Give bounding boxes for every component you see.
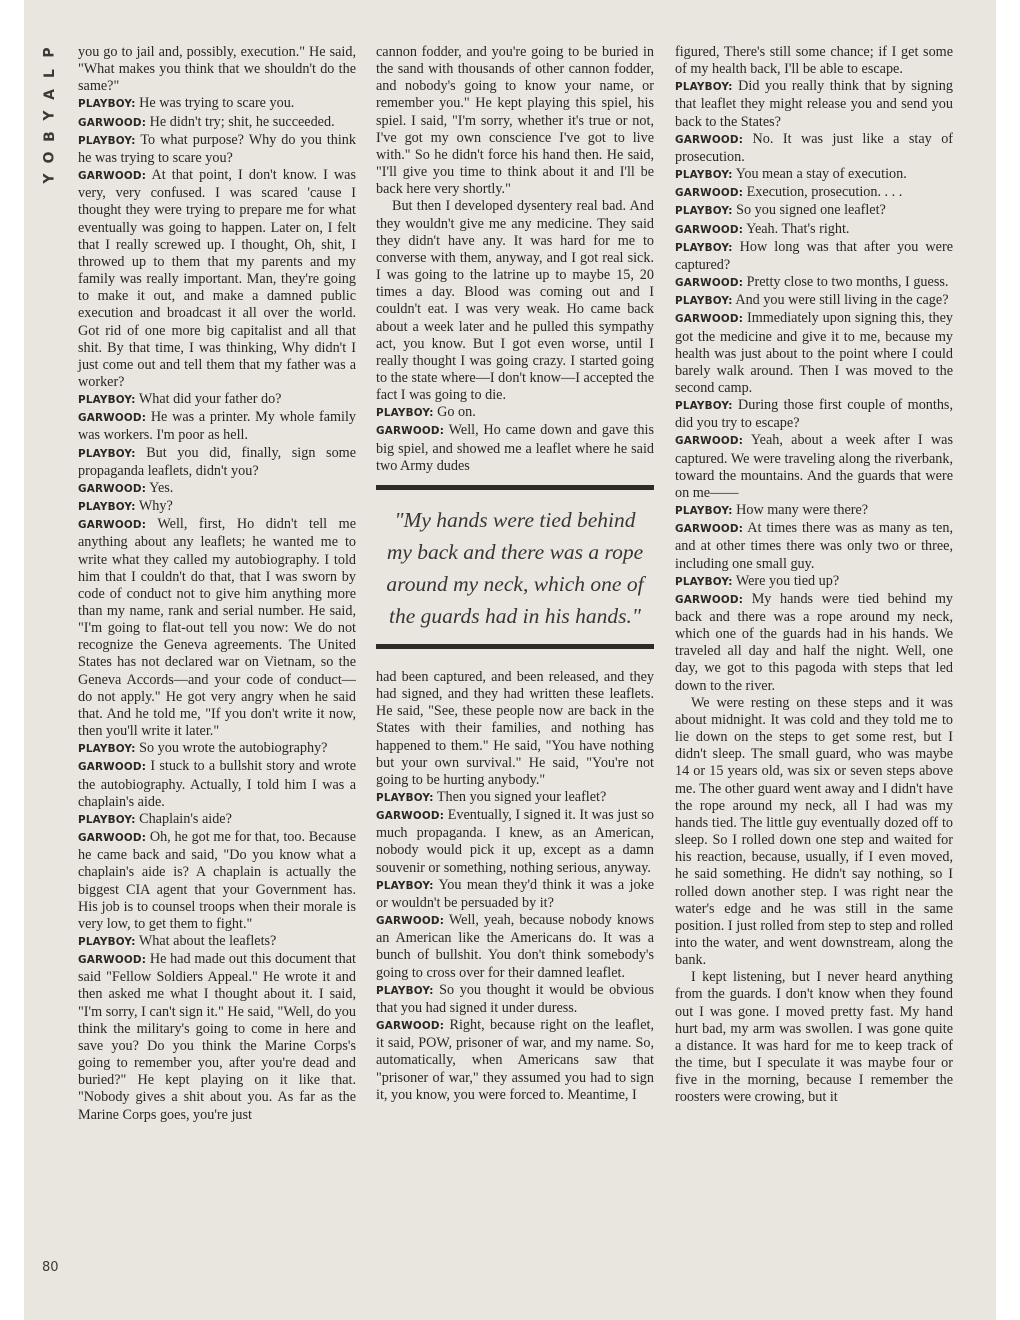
paragraph xyxy=(78,811,356,829)
paragraph-text: You mean a stay of execution. xyxy=(735,166,907,183)
paragraph-text: My hands were tied behind my back and there was a rope around my neck, which one of the guards had in his hands. We traveled all day and half the night. Well, one day, we got to this pagoda with steps that led down to the river. xyxy=(675,590,954,694)
speaker-label: PLAYBOY: xyxy=(675,505,733,518)
paragraph-text: figured, There's still some chance; if I get some of my health back, I'll be able to escape. xyxy=(675,44,953,78)
paragraph xyxy=(675,239,953,274)
paragraph xyxy=(675,969,953,1106)
speaker-label: GARWOOD: xyxy=(376,425,445,438)
paragraph-text: Execution, prosecution. . . . xyxy=(746,184,903,201)
paragraph-text: Chaplain's aide? xyxy=(139,810,232,827)
paragraph-text: He was a printer. My whole family was workers. I'm poor as hell. xyxy=(78,409,356,444)
paragraph-text: At times there was as many as ten, and at other times there was only two or three, including one small guy. xyxy=(675,520,953,572)
paragraph xyxy=(675,432,953,502)
paragraph xyxy=(376,669,654,789)
text-column-2 xyxy=(376,44,654,1104)
paragraph xyxy=(675,221,953,239)
speaker-label: GARWOOD: xyxy=(675,223,744,236)
paragraph-text: Did you really think that by signing that leaflet they might release you and send you back to the States? xyxy=(675,78,953,130)
speaker-label: GARWOOD: xyxy=(78,954,147,967)
paragraph xyxy=(376,912,654,982)
speaker-label: GARWOOD: xyxy=(78,519,147,532)
paragraph-text: Were you tied up? xyxy=(735,572,840,589)
paragraph xyxy=(78,445,356,480)
paragraph xyxy=(376,422,654,474)
paragraph-text: Yeah. That's right. xyxy=(746,220,850,237)
paragraph xyxy=(376,44,654,198)
paragraph-text: So you thought it would be obvious that you had signed it under duress. xyxy=(376,981,655,1016)
speaker-label: GARWOOD: xyxy=(675,523,744,536)
paragraph-text: What about the leaflets? xyxy=(138,932,277,949)
paragraph-text: So you wrote the autobiography? xyxy=(139,740,328,757)
paragraph-text: You mean they'd think it was a joke or wouldn't be persuaded by it? xyxy=(376,876,654,911)
speaker-label: PLAYBOY: xyxy=(675,295,733,308)
paragraph xyxy=(675,131,953,166)
speaker-label: PLAYBOY: xyxy=(376,792,434,804)
paragraph xyxy=(675,184,953,202)
paragraph-text: He didn't try; shit, he succeeded. xyxy=(149,113,335,130)
paragraph xyxy=(675,502,953,520)
paragraph xyxy=(376,807,654,877)
paragraph xyxy=(78,114,356,132)
speaker-label: PLAYBOY: xyxy=(376,984,434,997)
speaker-label: GARWOOD: xyxy=(675,313,744,326)
speaker-label: PLAYBOY: xyxy=(78,813,136,826)
paragraph-text: So you signed one leaflet? xyxy=(736,202,886,219)
paragraph-text: Why? xyxy=(138,498,173,515)
paragraph xyxy=(78,480,356,498)
paragraph-text: you go to jail and, possibly, execution." He said, "What makes you think that we shouldn't do the same?" xyxy=(78,44,356,95)
masthead-letter: L xyxy=(41,69,58,78)
speaker-label: PLAYBOY: xyxy=(376,879,434,892)
masthead-letter: A xyxy=(41,89,58,100)
paragraph xyxy=(675,274,953,292)
paragraph-text: Pretty close to two months, I guess. xyxy=(746,274,949,291)
paragraph xyxy=(78,933,356,951)
paragraph-text: And you were still living in the cage? xyxy=(735,292,949,309)
paragraph xyxy=(675,44,953,78)
paragraph-text: Eventually, I signed it. It was just so much propaganda. I knew, as an American, nobody would pick it up, except as a damn souvenir or something, nothing serious, anyway. xyxy=(376,807,654,876)
speaker-label: GARWOOD: xyxy=(78,482,147,495)
speaker-label: PLAYBOY: xyxy=(78,394,136,407)
paragraph-text: How many were there? xyxy=(736,502,869,519)
text-column-1 xyxy=(78,44,356,1124)
paragraph-text: We were resting on these steps and it was about midnight. It was cold and they told me to lie down on the steps to get some rest, but I didn't sleep. The small guard, who was maybe 14 or 15 years old, was six or seven steps above me. The other guard went away and I didn't have the rope around my neck, all I had was my hands tied. The little guy eventually dozed off to sleep. So I rolled down one step and waited for his reaction, because, usually, if I even moved, he said something. He didn't say nothing, so I rolled down another step. I was right near the water's edge and he was still in the same position. I just rolled from step to step and rolled into the water, and went downstream, along the bank. xyxy=(675,694,953,969)
paragraph-text: cannon fodder, and you're going to be buried in the sand with thousands of other cannon fodder, and nobody's going to know your name, or remember you." He kept playing this spiel, his spiel. I said, "I'm sorry, whether it's true or not, I've got my own conscience I've got to live with." So he didn't force his hand then. He said, "I'll give you time to think about it and I'll be back here very shortly." xyxy=(376,44,654,198)
text-column-3 xyxy=(675,44,953,1107)
paragraph xyxy=(78,132,356,167)
vertical-masthead xyxy=(40,44,60,187)
speaker-label: PLAYBOY: xyxy=(675,81,733,94)
paragraph-text: But you did, finally, sign some propaganda leaflets, didn't you? xyxy=(78,444,357,479)
paragraph xyxy=(675,310,953,397)
paragraph xyxy=(675,397,953,432)
paragraph-text: I kept listening, but I never heard anything from the guards. I don't know when they found out I was gone. I moved pretty fast. My hand hurt bad, my arm was swollen. I was gone quite a distance. It was hard for me to keep track of the time, but I speculate it was maybe four or five in the morning, because I remember the roosters were crowing, but it xyxy=(675,969,953,1106)
paragraph xyxy=(376,404,654,422)
paragraph xyxy=(78,758,356,810)
speaker-label: GARWOOD: xyxy=(675,133,744,146)
paragraph-text: Yes. xyxy=(149,479,174,496)
paragraph xyxy=(675,520,953,572)
paragraph-text: I stuck to a bullshit story and wrote the autobiography. Actually, I told him I was a chaplain's aide. xyxy=(78,758,356,810)
paragraph-text: Well, yeah, because nobody knows an American like the Americans do. It was a bunch of bullshit. You don't think somebody's going to cross over for their damned leaflet. xyxy=(376,912,654,981)
speaker-label: PLAYBOY: xyxy=(675,400,733,413)
masthead-letter: P xyxy=(41,47,58,58)
paragraph xyxy=(376,982,654,1017)
paragraph-text: Then you signed your leaflet? xyxy=(436,789,607,805)
paragraph xyxy=(78,95,356,113)
paragraph-text: No. It was just like a stay of prosecution. xyxy=(675,130,954,165)
paragraph xyxy=(376,877,654,912)
speaker-label: GARWOOD: xyxy=(376,810,445,823)
speaker-label: GARWOOD: xyxy=(78,116,147,129)
speaker-label: GARWOOD: xyxy=(675,435,744,448)
paragraph-text: had been captured, and been released, and they had signed, and they had written these leaflets. He said, "See, these people now are back in the States with their families, and nothing has happened to them." He said, "You have nothing but your own survival." He said, "You're not going to be hurting anybody." xyxy=(376,668,654,788)
magazine-page xyxy=(24,0,996,1320)
paragraph xyxy=(675,202,953,220)
speaker-label: GARWOOD: xyxy=(675,187,744,200)
paragraph xyxy=(376,1017,654,1104)
speaker-label: PLAYBOY: xyxy=(376,407,434,420)
speaker-label: GARWOOD: xyxy=(78,832,147,845)
paragraph-text: During those first couple of months, did you try to escape? xyxy=(675,397,954,432)
masthead-letter: Y xyxy=(41,110,58,121)
paragraph xyxy=(78,44,356,95)
paragraph-text: Yeah, about a week after I was captured. We were traveling along the riverbank, toward the mountains. And the guards that were on me—— xyxy=(675,432,953,501)
speaker-label: PLAYBOY: xyxy=(78,501,136,514)
page-number: 80 xyxy=(42,1260,59,1275)
paragraph xyxy=(78,391,356,409)
paragraph xyxy=(78,740,356,758)
speaker-label: PLAYBOY: xyxy=(78,134,136,147)
paragraph xyxy=(78,498,356,516)
speaker-label: GARWOOD: xyxy=(376,915,445,928)
paragraph-text: Well, first, Ho didn't tell me anything about any leaflets; he wanted me to write what they called my autobiography. I told him that I couldn't do that, that I was sworn by code of conduct not to give him anything more than my name, rank and serial number. He said, "I'm going to flat-out tell you now: We do not recognize the Geneva agreements. The United States has not declared war on Vietnam, so the Geneva Accords—and your code of conduct—do not apply." He got very angry when he said that. And he told me, "If you don't write it now, then you'll write it later." xyxy=(78,516,356,740)
paragraph-text: What did your father do? xyxy=(138,391,282,408)
paragraph xyxy=(675,292,953,310)
speaker-label: PLAYBOY: xyxy=(78,447,136,460)
speaker-label: PLAYBOY: xyxy=(675,169,733,182)
speaker-label: GARWOOD: xyxy=(675,277,744,290)
paragraph-text: Oh, he got me for that, too. Because he came back and said, "Do you know what a chaplain's aide is? A chaplain is actually the biggest CIA agent that your Government has. His job is to counsel troops when their morale is very low, to get them to fight." xyxy=(78,829,357,932)
paragraph xyxy=(675,695,953,970)
speaker-label: GARWOOD: xyxy=(376,1020,445,1033)
speaker-label: GARWOOD: xyxy=(78,761,147,774)
masthead-letter: Y xyxy=(41,173,58,184)
paragraph-text: At that point, I don't know. I was very, very confused. I was scared 'cause I thought they were trying to prepare me for what eventually was going to happen. Later on, I felt that I really screwed up. I thought, Oh, shit, I throwed up to them that my parents and my family was really important. Man, they're going to make it out, and make a damned public execution and broadcast it all over the world. Got rid of one more big capitalist and all that shit. By that time, I was thinking, Why didn't I just come out and tell them that my father was a worker? xyxy=(78,167,357,390)
paragraph xyxy=(675,573,953,591)
paragraph-text: Immediately upon signing this, they got the medicine and give it to me, because my health was just about to the point where I could barely walk around. Then I was moved to the second camp. xyxy=(675,310,954,396)
paragraph xyxy=(376,198,654,404)
paragraph xyxy=(78,167,356,391)
speaker-label: PLAYBOY: xyxy=(675,241,733,254)
speaker-label: PLAYBOY: xyxy=(675,575,733,588)
speaker-label: PLAYBOY: xyxy=(78,743,136,756)
paragraph xyxy=(376,789,654,807)
paragraph xyxy=(675,166,953,184)
speaker-label: PLAYBOY: xyxy=(78,935,136,948)
masthead-letter: O xyxy=(41,151,58,164)
masthead-letter: B xyxy=(41,131,58,142)
paragraph-text: He was trying to scare you. xyxy=(139,95,295,112)
paragraph-text: He had made out this document that said "Fellow Soldiers Appeal." He wrote it and then asked me what I thought about it. I said, "I'm sorry, I can't sign it." He said, "Well, do you think the military's going to come in here and save you? Do you think the Marine Corps's going to remember you, after you're dead and buried?" He kept playing on it like that. "Nobody gives a shit about you. As far as the Marine Corps goes, you're just xyxy=(78,951,356,1123)
pull-quote: "My hands were tied behind my back and there was a rope around my neck, which one of the guards had in his hands." xyxy=(376,485,654,649)
speaker-label: PLAYBOY: xyxy=(78,98,136,111)
speaker-label: GARWOOD: xyxy=(675,593,744,606)
paragraph xyxy=(675,78,953,130)
paragraph-text: How long was that after you were captured? xyxy=(675,238,953,273)
paragraph-text: But then I developed dysentery real bad. And they wouldn't give me any medicine. They said they didn't have any. It was hard for me to converse with them, anyway, and I got real sick. I was going to the latrine up to maybe 15, 20 times a day. Blood was coming out and I couldn't eat. I was very weak. Ho came back about a week later and he pulled this sympathy act, you know. But I got even worse, until I really thought I was going crazy. I started going to the state where—I don't know—I accepted the fact I was going to die. xyxy=(376,198,654,404)
paragraph xyxy=(78,829,356,933)
paragraph xyxy=(675,591,953,695)
speaker-label: PLAYBOY: xyxy=(675,205,733,218)
paragraph-text: Well, Ho came down and gave this big spiel, and showed me a leaflet where he said two Army dudes xyxy=(376,422,654,474)
paragraph-text: Right, because right on the leaflet, it said, POW, prisoner of war, and my name. So, automatically, when Americans saw that "prisoner of war," they assumed you had to sign it, you know, you were forced to. Meantime, I xyxy=(376,1017,654,1103)
paragraph-text: Go on. xyxy=(437,404,476,421)
paragraph xyxy=(78,951,356,1124)
speaker-label: GARWOOD: xyxy=(78,412,147,425)
paragraph xyxy=(78,516,356,740)
paragraph-text: To what purpose? Why do you think he was trying to scare you? xyxy=(78,131,356,166)
speaker-label: GARWOOD: xyxy=(78,170,147,183)
paragraph xyxy=(78,409,356,444)
